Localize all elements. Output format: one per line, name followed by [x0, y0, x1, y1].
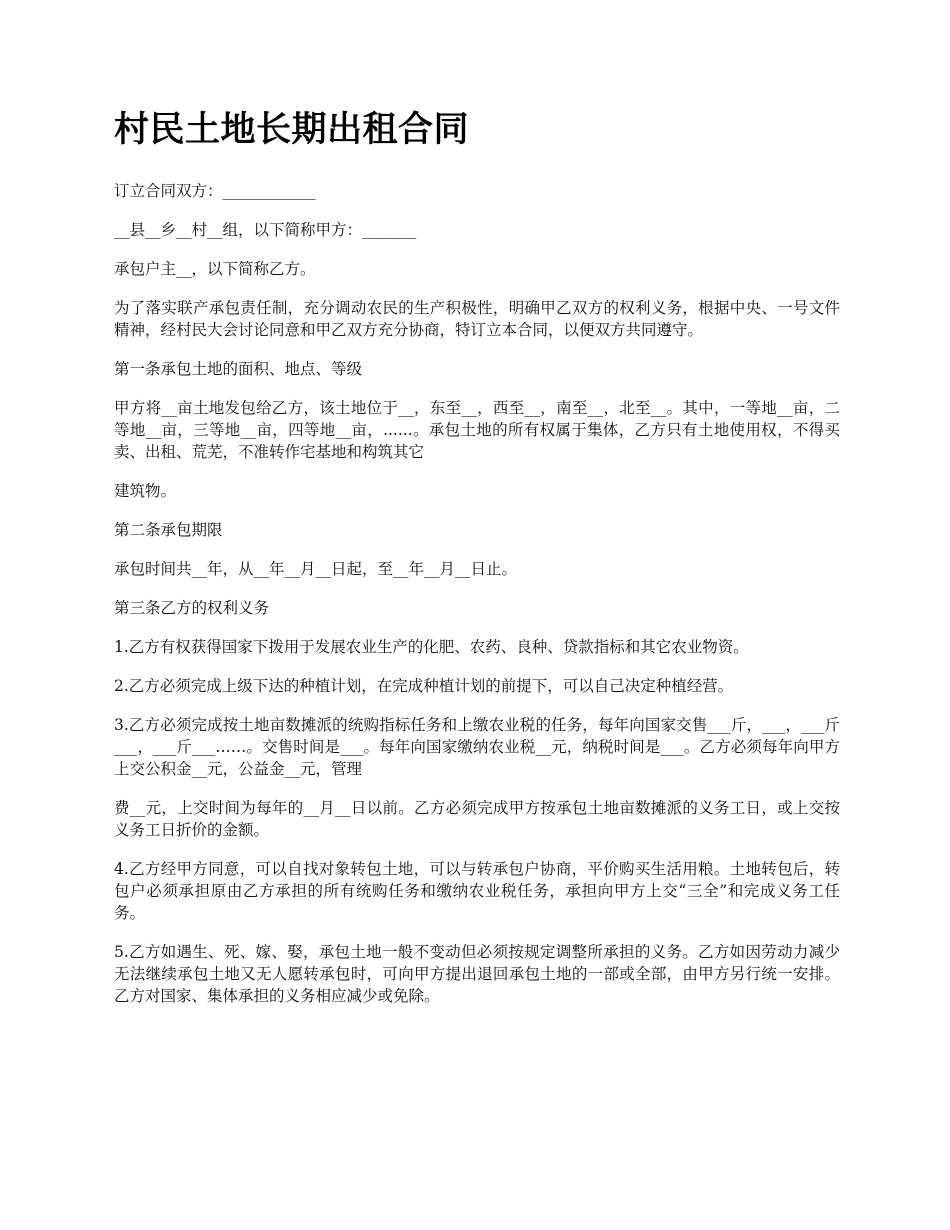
parties-line: 订立合同双方：____________ — [114, 181, 316, 200]
article-3-clause-3: 3.乙方必须完成按土地亩数摊派的统购指标任务和上缴农业税的任务，每年向国家交售___斤，___，___斤___，___斤___……。交售时间是___。每年向国家缴纳农业税__元，纳税时间是___。乙方必须每年向甲方上交公积金__元，公益金__元，管理 — [114, 715, 840, 778]
article-1-body: 甲方将__亩土地发包给乙方，该土地位于__，东至__，西至__，南至__，北至__。其中，一等地__亩，二等地__亩，三等地__亩，四等地__亩，......。承包土地的所有权属于集体，乙方只有土地使用权，不得买卖、出租、荒芜，不准转作宅基地和构筑其它 — [114, 398, 840, 461]
article-3-heading: 第三条乙方的权利义务 — [114, 598, 270, 617]
article-3-clause-4: 4.乙方经甲方同意，可以自找对象转包土地，可以与转承包户协商，平价购买生活用粮。土地转包后，转包户必须承担原由乙方承担的所有统购任务和缴纳农业税任务，承担向甲方上交“三全”和完成义务工任务。 — [114, 859, 840, 922]
article-3-clause-2: 2.乙方必须完成上级下达的种植计划，在完成种植计划的前提下，可以自己决定种植经营。 — [114, 676, 734, 695]
article-3-clause-5: 5.乙方如遇生、死、嫁、娶，承包土地一般不变动但必须按规定调整所承担的义务。乙方如因劳动力减少无法继续承包土地又无人愿转承包时，可向甲方提出退回承包土地的一部或全部，由甲方另行统一安排。乙方对国家、集体承担的义务相应减少或免除。 — [114, 942, 840, 1005]
preamble-paragraph: 为了落实联产承包责任制，充分调动农民的生产积极性，明确甲乙双方的权利义务，根据中央、一号文件精神，经村民大会讨论同意和甲乙双方充分协商，特订立本合同，以便双方共同遵守。 — [114, 298, 840, 339]
article-3-clause-3-continued: 费__元，上交时间为每年的__月__日以前。乙方必须完成甲方按承包土地亩数摊派的义务工日，或上交按义务工日折价的金额。 — [114, 798, 840, 839]
document-body — [114, 108, 840, 1024]
article-2-body: 承包时间共__年，从__年__月__日起，至__年__月__日止。 — [114, 559, 518, 578]
article-2-heading: 第二条承包期限 — [114, 520, 223, 539]
article-1-body-continued: 建筑物。 — [114, 481, 177, 500]
article-1-heading: 第一条承包土地的面积、地点、等级 — [114, 359, 363, 378]
article-3-clause-1: 1.乙方有权获得国家下拨用于发展农业生产的化肥、农药、良种、贷款指标和其它农业物资。 — [114, 637, 749, 656]
party-a-line: __县__乡__村__组，以下简称甲方：_______ — [114, 220, 417, 239]
document-title: 村民土地长期出租合同 — [114, 110, 470, 150]
party-b-line: 承包户主__，以下简称乙方。 — [114, 259, 316, 278]
